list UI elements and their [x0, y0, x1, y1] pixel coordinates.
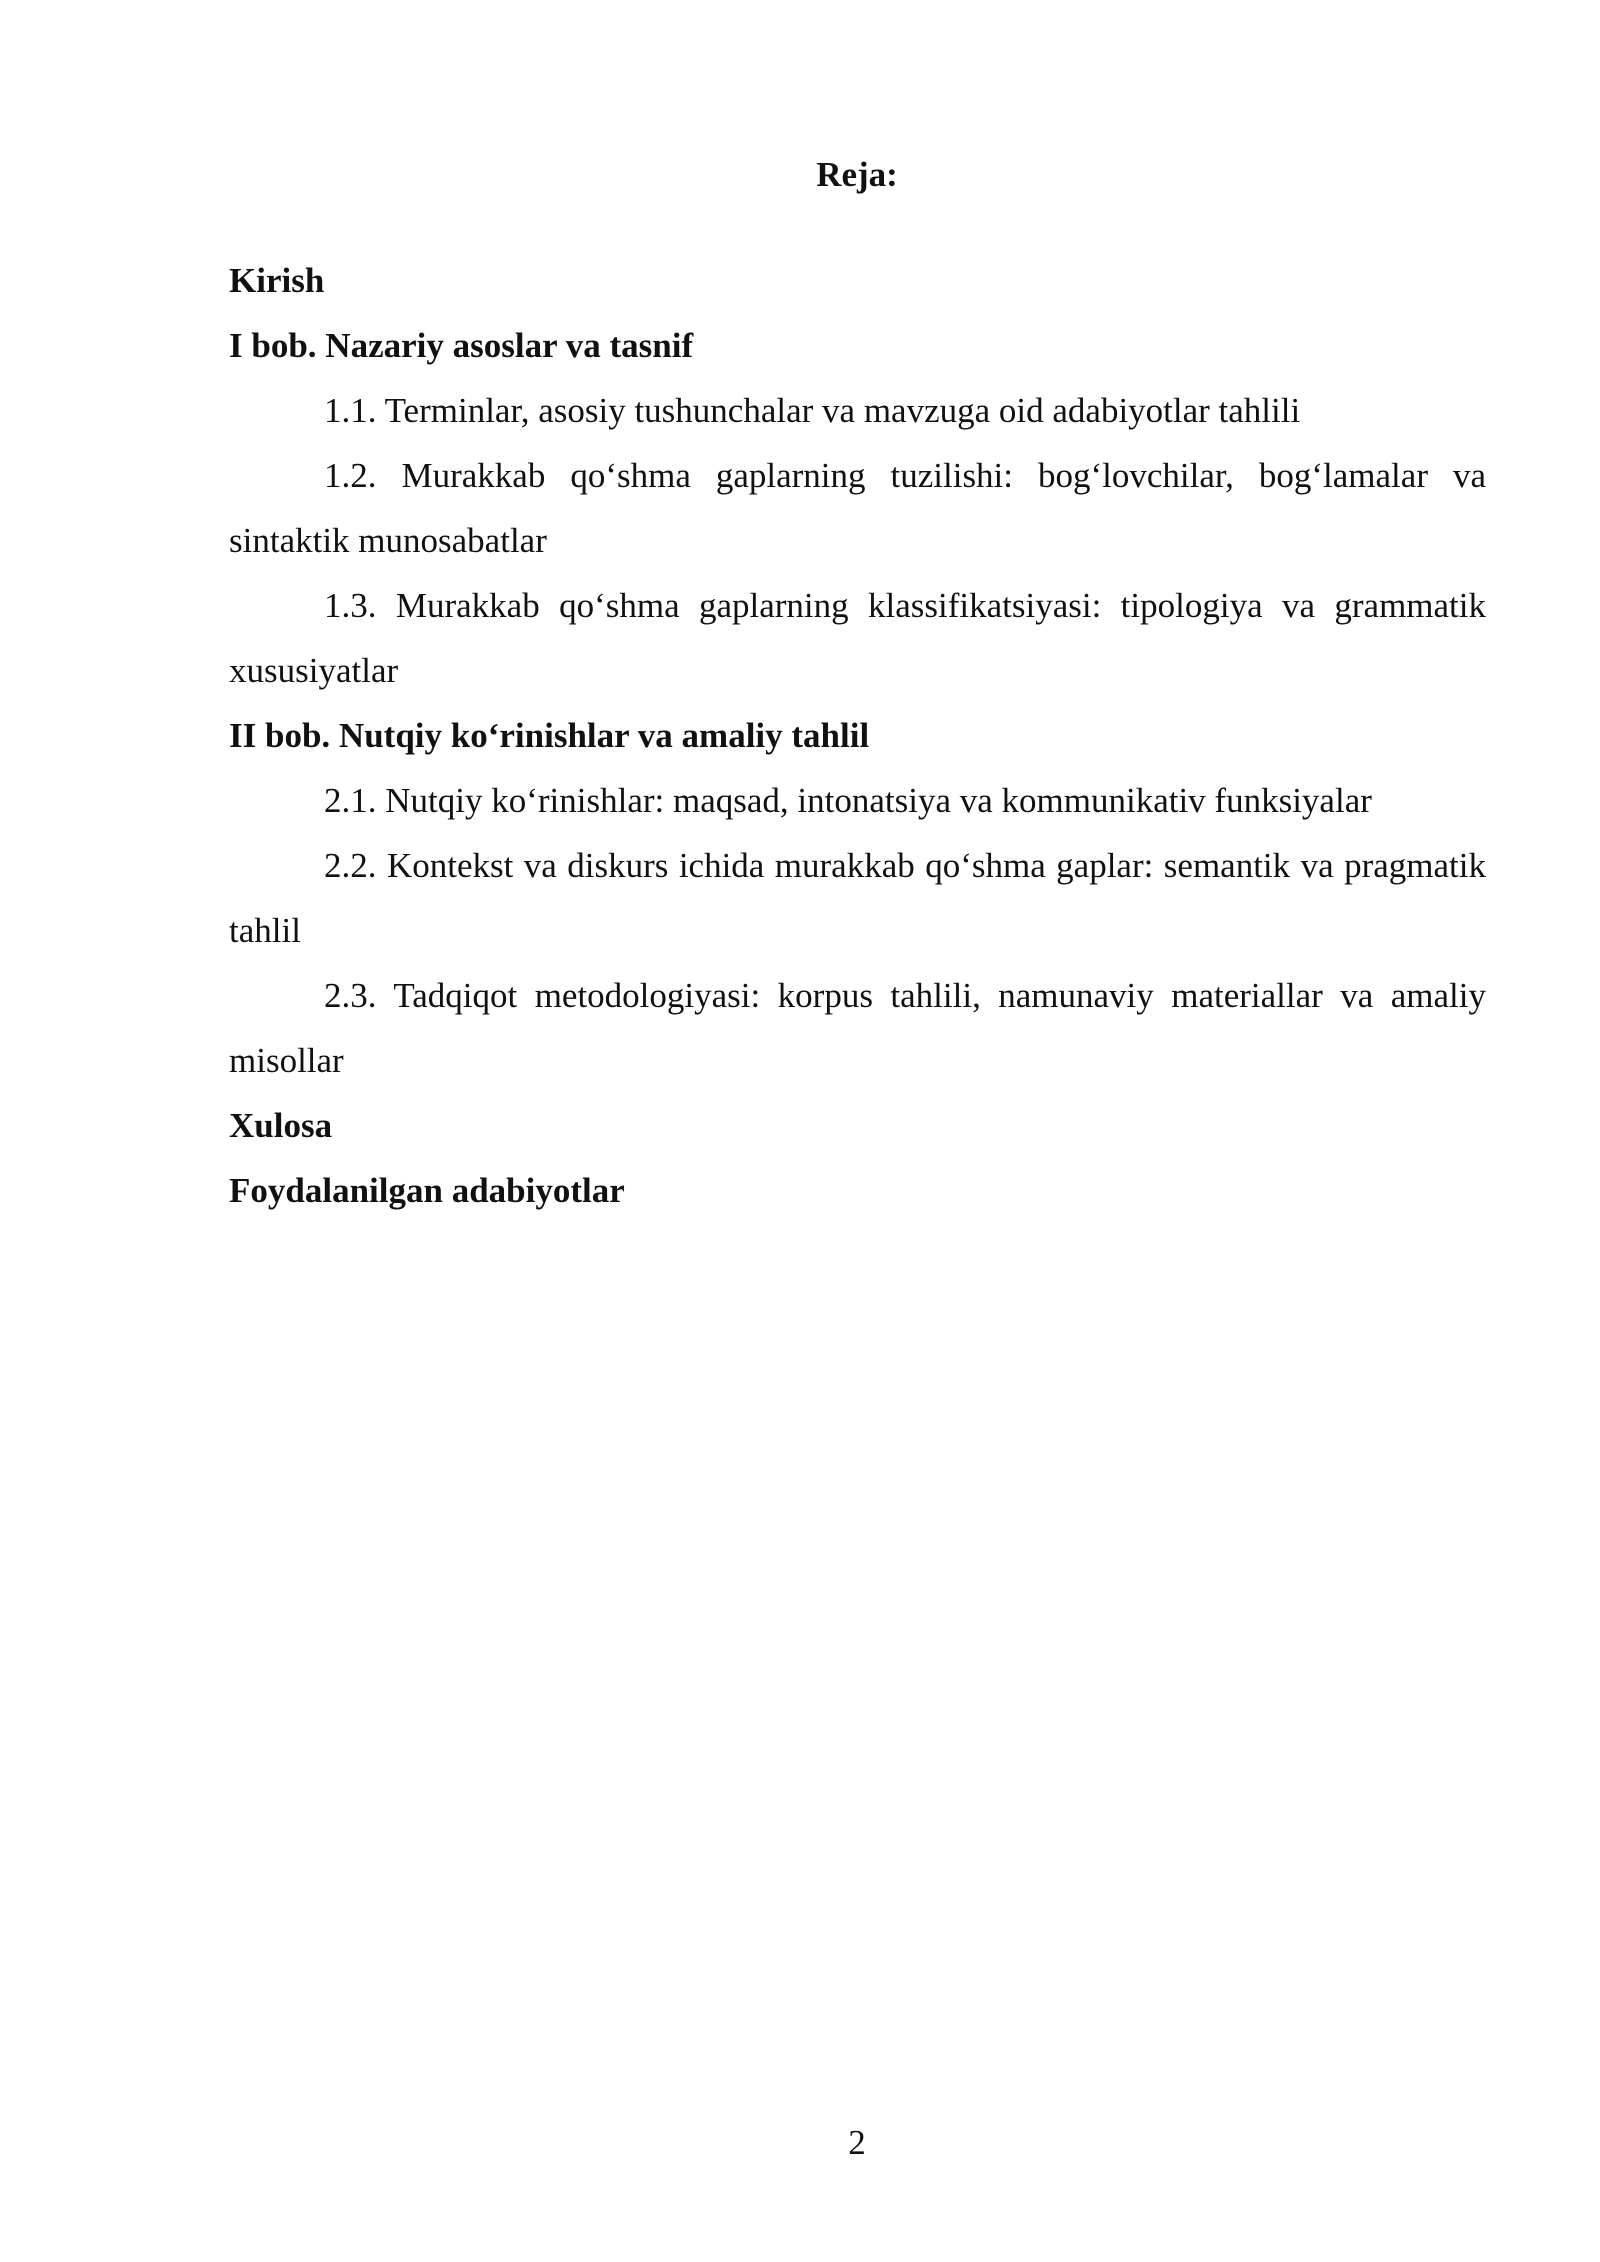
toc-item-2-3: 2.3. Tadqiqot metodologiyasi: korpus tahlili, namunaviy materiallar va amaliy misollar — [229, 976, 1486, 1080]
toc-references: Foydalanilgan adabiyotlar — [229, 1171, 625, 1210]
toc-item-2-2: 2.2. Kontekst va diskurs ichida murakkab qo‘shma gaplar: semantik va pragmatik tahlil — [229, 846, 1486, 950]
toc-chapter-1-heading: I bob. Nazariy asoslar va tasnif — [229, 326, 694, 365]
toc-item-1-3: 1.3. Murakkab qo‘shma gaplarning klassifikatsiyasi: tipologiya va grammatik xususiyatlar — [229, 586, 1486, 690]
toc-item-2-1: 2.1. Nutqiy ko‘rinishlar: maqsad, intonatsiya va kommunikativ funksiyalar — [324, 781, 1372, 820]
table-of-contents — [229, 248, 1486, 1223]
page-title: Reja: — [816, 155, 898, 194]
toc-chapter-2-heading: II bob. Nutqiy ko‘rinishlar va amaliy tahlil — [229, 716, 870, 755]
toc-conclusion: Xulosa — [229, 1106, 333, 1145]
toc-intro: Kirish — [229, 261, 325, 300]
toc-item-1-1: 1.1. Terminlar, asosiy tushunchalar va mavzuga oid adabiyotlar tahlili — [324, 391, 1301, 430]
page-number: 2 — [848, 2123, 866, 2162]
toc-item-1-2: 1.2. Murakkab qo‘shma gaplarning tuzilishi: bog‘lovchilar, bog‘lamalar va sintaktik munosabatlar — [229, 456, 1486, 560]
